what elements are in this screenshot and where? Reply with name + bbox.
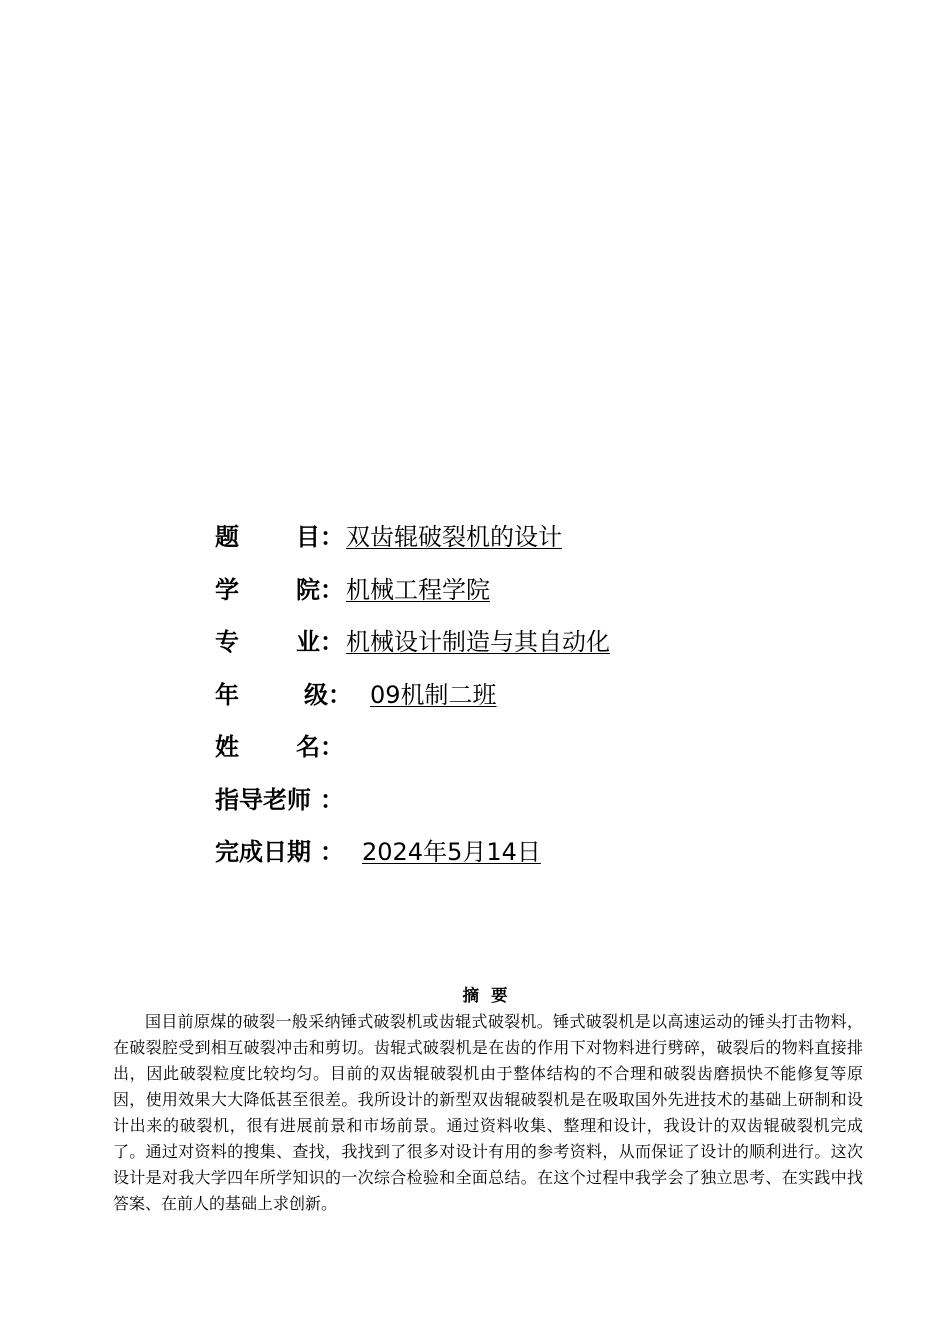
field-value: 机械工程学院 <box>346 575 490 604</box>
cover-info <box>215 515 610 883</box>
abstract-body: 国目前原煤的破裂一般采纳锤式破裂机或齿辊式破裂机。锤式破裂机是以高速运动的锤头打击物料，在破裂腔受到相互破裂冲击和剪切。齿辊式破裂机是在齿的作用下对物料进行劈碎，破裂后的物料直接排出，因此破裂粒度比较均匀。目前的双齿辊破裂机由于整体结构的不合理和破裂齿磨损快不能修复等原因，使用效果大大降低甚至很差。我所设计的新型双齿辊破裂机是在吸取国外先进技术的基础上研制和设计出来的破裂机，很有进展前景和市场前景。通过资料收集、整理和设计，我设计的双齿辊破裂机完成了。通过对资料的搜集、查找，我找到了很多对设计有用的参考资料，从而保证了设计的顺利进行。这次设计是对我大学四年所学知识的一次综合检验和全面总结。在这个过程中我学会了独立思考、在实践中找答案、在前人的基础上求创新。 <box>113 1012 863 1213</box>
field-colon: ： <box>328 680 352 709</box>
field-value: 双齿辊破裂机的设计 <box>346 523 562 551</box>
field-value: 机械设计制造与其自动化 <box>346 628 610 656</box>
field-label: 学院 <box>215 575 320 604</box>
field-value: 2024年5月14日 <box>362 838 541 866</box>
field-label: 姓名 <box>215 733 320 761</box>
field-colon: ： <box>320 785 344 814</box>
abstract-title: 摘要 <box>462 986 520 1005</box>
field-label: 指导老师 <box>215 785 311 814</box>
field-label: 题目 <box>215 523 320 551</box>
field-college <box>215 568 610 621</box>
field-label: 完成日期 <box>215 838 311 866</box>
field-colon: ： <box>320 628 344 656</box>
field-title <box>215 515 610 568</box>
field-colon: ： <box>320 575 344 604</box>
field-major <box>215 620 610 673</box>
field-label: 专业 <box>215 628 320 656</box>
field-grade <box>215 673 610 726</box>
field-colon: ： <box>320 523 344 551</box>
abstract-section <box>113 983 863 1217</box>
field-advisor <box>215 778 610 831</box>
field-completion-date <box>215 830 610 883</box>
field-value: 09机制二班 <box>370 680 497 709</box>
field-name <box>215 725 610 778</box>
field-colon: ： <box>320 838 344 866</box>
field-label: 年级 <box>215 680 328 709</box>
field-colon: ： <box>320 733 344 761</box>
